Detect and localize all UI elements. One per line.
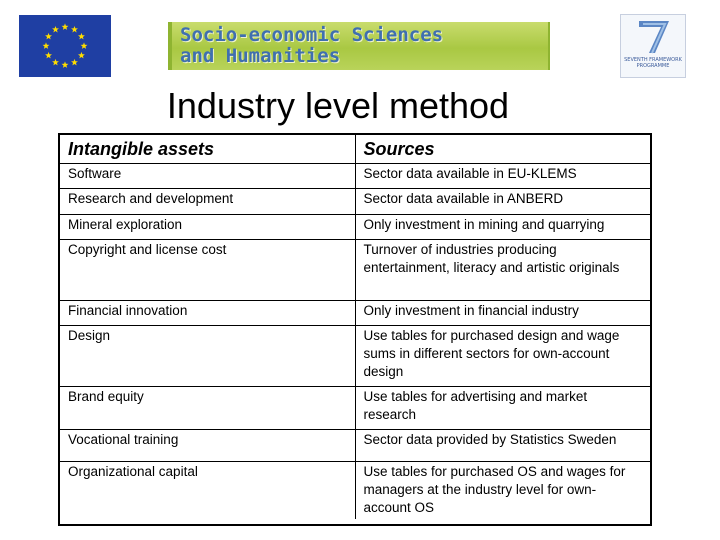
table-row [60,164,650,189]
source-cell: Sector data available in ANBERD [355,189,650,215]
table-row [60,326,650,387]
table-row [60,189,650,215]
table-row [60,301,650,326]
sources-table-frame [58,133,652,526]
eu-star-icon [71,26,78,33]
source-cell: Sector data available in EU-KLEMS [355,164,650,189]
source-cell: Only investment in financial industry [355,301,650,326]
eu-flag-logo [19,15,111,77]
asset-cell: Vocational training [60,430,355,462]
sources-table [60,135,650,519]
source-cell: Use tables for advertising and market research [355,387,650,430]
source-cell: Use tables for purchased OS and wages for managers at the industry level for own-account OS [355,462,650,520]
asset-cell: Brand equity [60,387,355,430]
source-cell: Sector data provided by Statistics Sweden [355,430,650,462]
source-cell: Use tables for purchased design and wage sums in different sectors for own-account design [355,326,650,387]
header-sources: Sources [355,135,650,164]
eu-star-icon [62,61,69,68]
table-row [60,387,650,430]
eu-star-icon [52,59,59,66]
table-row [60,462,650,520]
source-cell: Turnover of industries producing entertainment, literacy and artistic originals [355,240,650,301]
fp7-seven-icon [621,15,685,55]
eu-star-icon [52,26,59,33]
asset-cell: Financial innovation [60,301,355,326]
fp7-caption: SEVENTH FRAMEWORK PROGRAMME [624,57,682,69]
page-title: Industry level method [166,85,510,126]
asset-cell: Design [60,326,355,387]
asset-cell: Copyright and license cost [60,240,355,301]
eu-stars-icon [19,15,111,77]
eu-star-icon [62,23,69,30]
eu-star-icon [45,52,52,59]
asset-cell: Software [60,164,355,189]
banner-line-2: and Humanities [180,45,341,67]
table-row [60,215,650,240]
eu-star-icon [43,42,50,49]
eu-star-icon [71,59,78,66]
fp7-logo [620,14,686,78]
eu-star-icon [78,52,85,59]
eu-star-icon [78,33,85,40]
asset-cell: Mineral exploration [60,215,355,240]
header-intangible-assets: Intangible assets [60,135,355,164]
table-row [60,240,650,301]
banner-line-1: Socio-economic Sciences [180,24,444,46]
asset-cell: Organizational capital [60,462,355,520]
ssh-banner-logo [168,22,550,70]
table-row [60,430,650,462]
eu-star-icon [45,33,52,40]
eu-star-icon [81,42,88,49]
asset-cell: Research and development [60,189,355,215]
source-cell: Only investment in mining and quarrying [355,215,650,240]
table-header-row [60,135,650,164]
